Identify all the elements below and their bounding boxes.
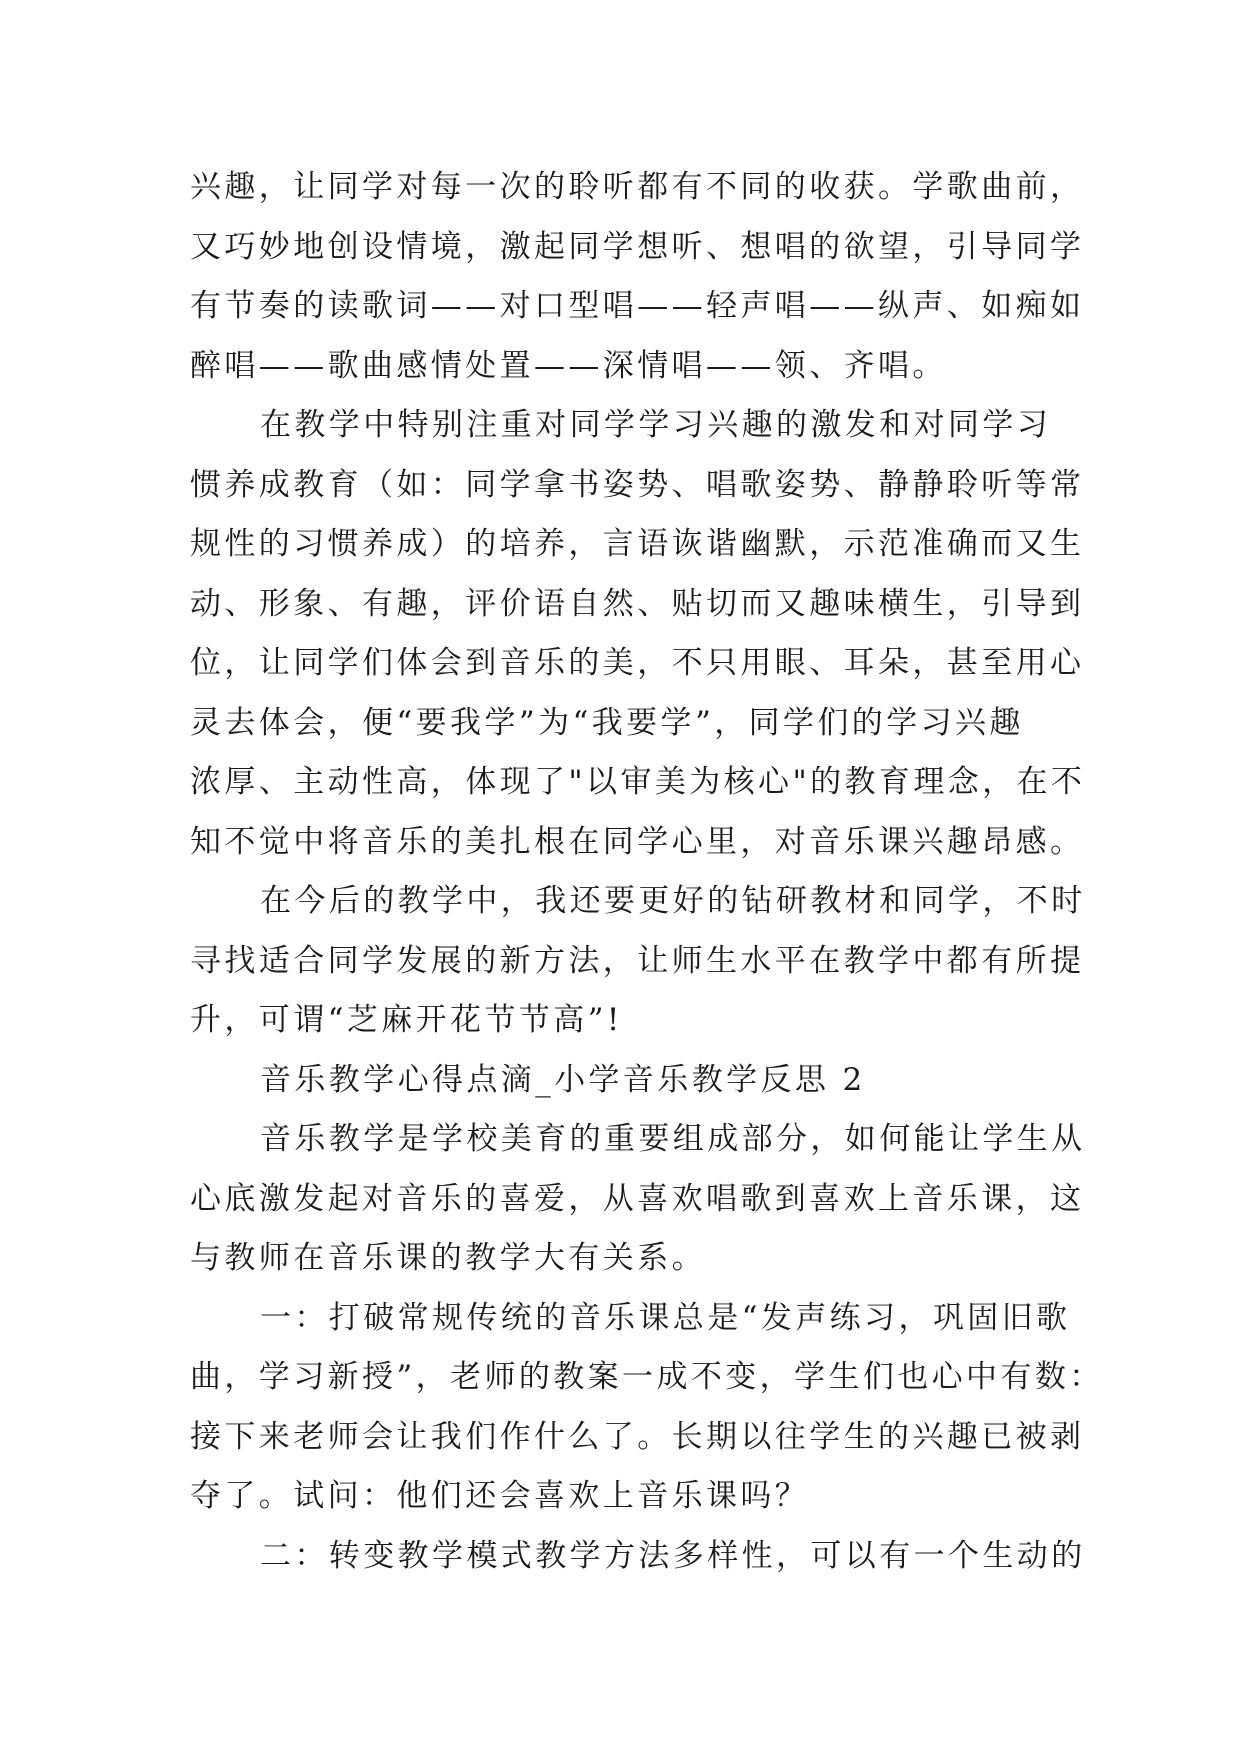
text-line: 接下来老师会让我们作什么了。长期以往学生的兴趣已被剥	[190, 1418, 1085, 1455]
text-line: 在教学中特别注重对同学学习兴趣的激发和对同学习	[260, 407, 1052, 443]
text-line: 规性的习惯养成）的培养，言语诙谐幽默，示范准确而又生	[190, 526, 1085, 562]
text-line: 在今后的教学中，我还要更好的钻研教材和同学，不时	[260, 883, 1086, 919]
text-line: 兴趣，让同学对每一次的聆听都有不同的收获。学歌曲前，	[190, 169, 1085, 205]
paragraph-introduction	[190, 1110, 1086, 1289]
text-line: 有节奏的读歌词——对口型唱——轻声唱——纵声、如痴如	[190, 288, 1085, 324]
text-line: 又巧妙地创设情境，激起同学想听、想唱的欲望，引导同学	[190, 228, 1085, 265]
text-line: 曲，学习新授”，老师的教案一成不变，学生们也心中有数：	[190, 1359, 1104, 1395]
text-line: 夺了。试问：他们还会喜欢上音乐课吗？	[190, 1478, 810, 1514]
text-line: 位，让同学们体会到音乐的美，不只用眼、耳朵，甚至用心	[190, 645, 1085, 681]
text-line: 与教师在音乐课的教学大有关系。	[190, 1240, 706, 1276]
text-line: 心底激发起对音乐的喜爱，从喜欢唱歌到喜欢上音乐课，这	[190, 1180, 1085, 1217]
text-line: 一：打破常规传统的音乐课总是“发声练习，巩固旧歌	[260, 1299, 1071, 1336]
section-title: 音乐教学心得点滴_小学音乐教学反思 2	[260, 1061, 866, 1098]
section-heading	[190, 1051, 1060, 1111]
paragraph-future-plans	[190, 872, 1086, 1051]
paragraph-teaching-focus	[190, 396, 1086, 872]
paragraph-point-two	[190, 1527, 1086, 1587]
text-line: 知不觉中将音乐的美扎根在同学心里，对音乐课兴趣昂感。	[190, 823, 1085, 860]
text-line: 升，可谓“芝麻开花节节高”!	[190, 1002, 623, 1038]
text-line: 灵去体会，便“要我学”为“我要学”，同学们的学习兴趣	[190, 704, 1024, 741]
text-line: 二：转变教学模式教学方法多样性，可以有一个生动的	[260, 1537, 1086, 1574]
paragraph-1-continuation	[190, 158, 1085, 396]
text-line: 寻找适合同学发展的新方法，让师生水平在教学中都有所提	[190, 942, 1085, 979]
paragraph-point-one	[190, 1289, 1104, 1527]
text-line: 音乐教学是学校美育的重要组成部分，如何能让学生从	[260, 1121, 1086, 1157]
text-line: 浓厚、主动性高，体现了"以审美为核心"的教育理念，在不	[190, 764, 1086, 800]
document-body	[190, 158, 1104, 1586]
text-line: 醉唱——歌曲感情处置——深情唱——领、齐唱。	[190, 347, 947, 384]
text-line: 惯养成教育（如：同学拿书姿势、唱歌姿势、静静聆听等常	[190, 466, 1085, 503]
text-line: 动、形象、有趣，评价语自然、贴切而又趣味横生，引导到	[190, 585, 1085, 622]
